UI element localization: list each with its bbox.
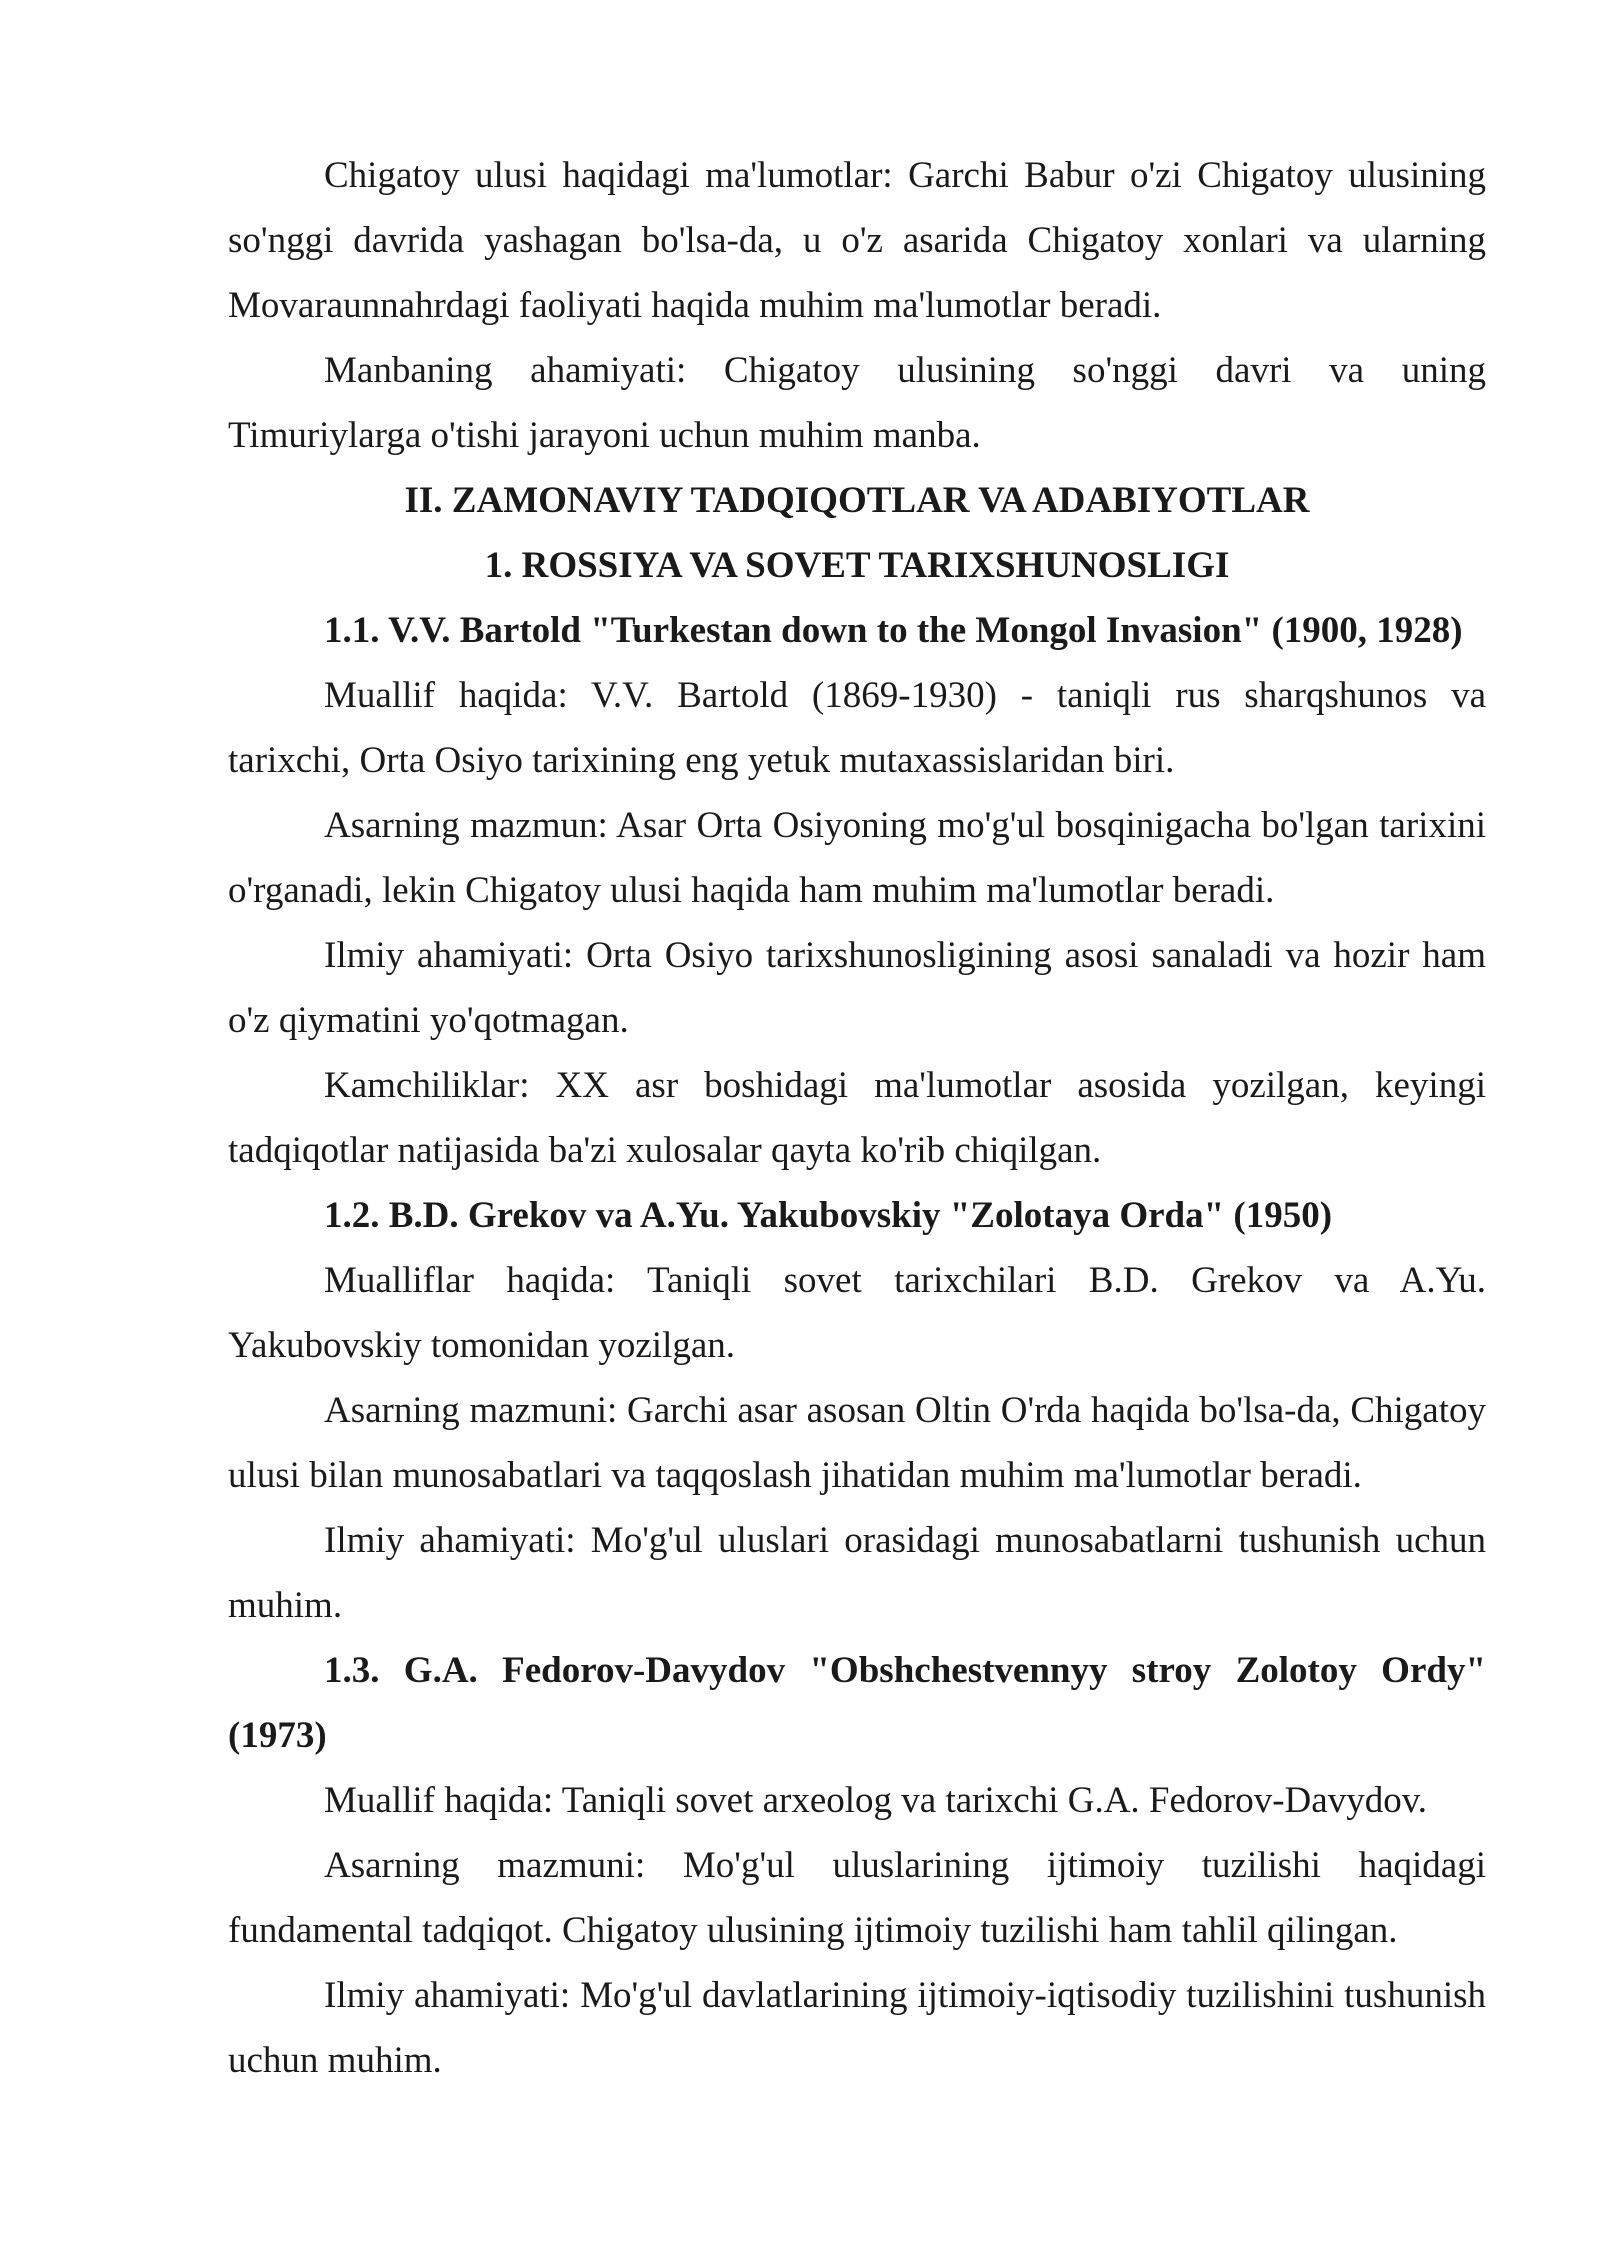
paragraph-author-bartold: Muallif haqida: V.V. Bartold (1869-1930) - taniqli rus sharqshunos va tarixchi, Orta Osiyo tarixining eng yetuk mutaxassislaridan biri. bbox=[228, 675, 1486, 781]
paragraph-significance-bartold: Ilmiy ahamiyati: Orta Osiyo tarixshunosligining asosi sanaladi va hozir ham o'z qiymatini yo'qotmagan. bbox=[228, 935, 1486, 1041]
subsection-heading: 1. ROSSIYA VA SOVET TARIXSHUNOSLIGI bbox=[484, 545, 1230, 586]
paragraph-significance-grekov: Ilmiy ahamiyati: Mo'g'ul uluslari orasidagi munosabatlarni tushunish uchun muhim. bbox=[228, 1520, 1486, 1626]
paragraph-chigatoy-info: Chigatoy ulusi haqidagi ma'lumotlar: Garchi Babur o'zi Chigatoy ulusining so'nggi davrida yashagan bo'lsa-da, u o'z asarida Chigatoy xonlari va ularning Movaraunnahrdagi faoliyati haqida muhim ma'lumotlar beradi. bbox=[228, 155, 1486, 326]
paragraph-author-fedorov: Muallif haqida: Taniqli sovet arxeolog va tarixchi G.A. Fedorov-Davydov. bbox=[324, 1780, 1428, 1821]
paragraph-shortcomings-bartold: Kamchiliklar: XX asr boshidagi ma'lumotlar asosida yozilgan, keyingi tadqiqotlar natijasida ba'zi xulosalar qayta ko'rib chiqilgan. bbox=[228, 1065, 1486, 1171]
paragraph-content-fedorov: Asarning mazmuni: Mo'g'ul uluslarining ijtimoiy tuzilishi haqidagi fundamental tadqiqot. Chigatoy ulusining ijtimoiy tuzilishi ham tahlil qilingan. bbox=[228, 1845, 1486, 1951]
paragraph-source-importance: Manbaning ahamiyati: Chigatoy ulusining so'nggi davri va uning Timuriylarga o'tishi jarayoni uchun muhim manba. bbox=[228, 350, 1486, 456]
item-heading-bartold: 1.1. V.V. Bartold "Turkestan down to the Mongol Invasion" (1900, 1928) bbox=[324, 610, 1463, 651]
item-heading-grekov: 1.2. B.D. Grekov va A.Yu. Yakubovskiy "Zolotaya Orda" (1950) bbox=[324, 1195, 1333, 1236]
paragraph-content-bartold: Asarning mazmun: Asar Orta Osiyoning mo'g'ul bosqinigacha bo'lgan tarixini o'rganadi, lekin Chigatoy ulusi haqida ham muhim ma'lumotlar beradi. bbox=[228, 805, 1486, 911]
document-page bbox=[228, 143, 1486, 2093]
paragraph-content-grekov: Asarning mazmuni: Garchi asar asosan Oltin O'rda haqida bo'lsa-da, Chigatoy ulusi bilan munosabatlari va taqqoslash jihatidan muhim ma'lumotlar beradi. bbox=[228, 1390, 1486, 1496]
item-heading-fedorov: 1.3. G.A. Fedorov-Davydov "Obshchestvennyy stroy Zolotoy Ordy" (1973) bbox=[228, 1650, 1486, 1756]
paragraph-significance-fedorov: Ilmiy ahamiyati: Mo'g'ul davlatlarining ijtimoiy-iqtisodiy tuzilishini tushunish uchun muhim. bbox=[228, 1975, 1486, 2081]
section-heading: II. ZAMONAVIY TADQIQOTLAR VA ADABIYOTLAR bbox=[404, 480, 1310, 521]
paragraph-authors-grekov: Mualliflar haqida: Taniqli sovet tarixchilari B.D. Grekov va A.Yu. Yakubovskiy tomonidan yozilgan. bbox=[228, 1260, 1486, 1366]
